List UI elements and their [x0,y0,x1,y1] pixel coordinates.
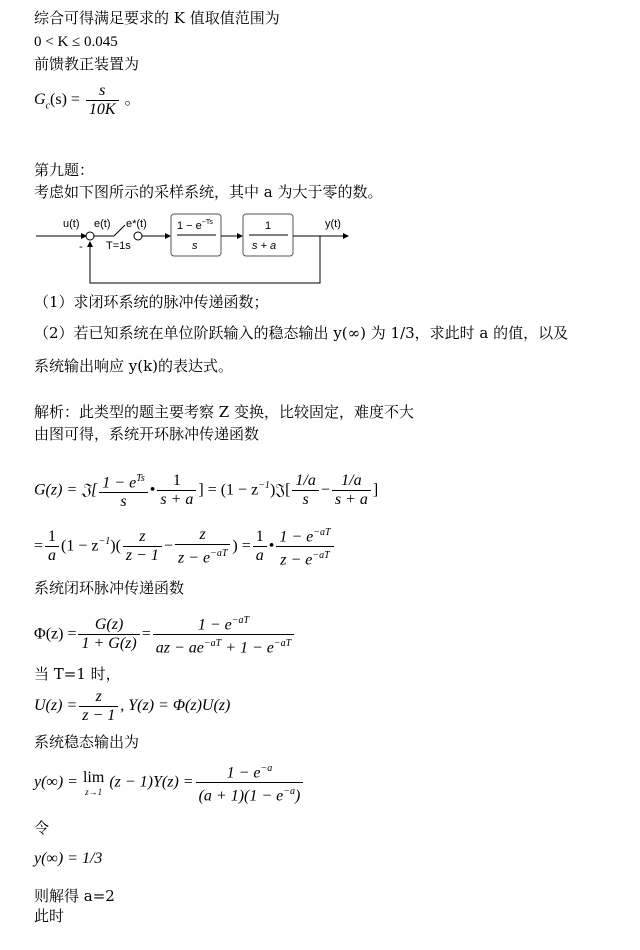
question-1: （1）求闭环系统的脉冲传递函数； [34,293,269,311]
question-2: （2）若已知系统在单位阶跃输入的稳态输出 y(∞) 为 1/3，求此时 a 的值，以及 [34,324,569,342]
text-line: 考虑如下图所示的采样系统，其中 a 为大于零的数。 [34,183,383,201]
summing-junction [86,232,94,240]
text-line: 则解得 a=2 [34,887,115,905]
plant-num: 1 [265,220,272,232]
sampler-switch [114,225,125,236]
minus-sign: - [79,241,83,253]
input-formula: U(z) = $\frac{z}{z - 1}$ , Y(z) = Φ(z)U(z) [34,688,231,724]
text-line: 系统稳态输出为 [34,733,140,751]
y-label: y(t) [325,218,341,230]
plant-den: s + a [252,240,277,252]
text-line: 令 [34,819,50,837]
text-line: 前馈教正装置为 [34,55,140,73]
text-line: 当 T=1 时， [34,665,121,683]
section-title: 第九题： [34,161,95,179]
text-line: 由图可得，系统开环脉冲传递函数 [34,425,260,443]
k-range: 0 < K ≤ 0.045 [34,34,118,50]
condition-formula: y(∞) = 1/3 [34,850,103,867]
text-line: 综合可得满足要求的 K 值取值范围为 [34,9,280,27]
question-2-cont: 系统输出响应 y(k)的表达式。 [34,357,234,375]
estar-label: e*(t) [126,218,147,230]
t-label: T=1s [106,240,131,252]
sample-node [134,232,142,240]
text-line: 系统闭环脉冲传递函数 [34,579,185,597]
steady-state-formula: y(∞) = lim z→1 (z − 1)Y(z) = $\frac{1 - e^{-a}}{(a + 1)(1 - e^{-a})}$ [34,760,305,806]
u-label: u(t) [63,218,80,230]
zoh-num: $1 - e^{-Ts}$ [177,219,213,232]
block-diagram [30,205,360,290]
closed-loop-formula: Φ(z) = $\frac{G(z)}{1 + G(z)}$ = $\frac{1 - e^{-aT}}{az - ae^{-aT} + 1 - e^{-aT}}$ [34,612,296,658]
open-loop-formula-2: = $\frac{1}{a}$ $(1 - z^{-1})$( $\frac{z}{z - 1}$ − $\frac{z}{z - e^{-aT}}$ ) = $\frac{1}{a}$ • $\frac{1 - e^{-aT}}{z - e^{-aT}}$ [34,524,336,570]
e-label: e(t) [94,218,111,230]
zoh-den: s [192,240,198,252]
analysis-intro: 解析：此类型的题主要考察 Z 变换，比较固定，难度不大 [34,403,414,421]
text-line: 此时 [34,907,65,925]
feedforward-formula: $G_c(s)$ = $\frac{s}{10K}$ 。 [34,82,141,118]
open-loop-formula-1: G(z) = 𝔍[ $\frac{1 - e^{Ts}}{s}$ • $\frac{1}{s + a}$ ] = $(1 - z^{-1})𝔍$[ $\frac{1/a}{s}$ − $\frac{1/a}{s + a}$ ] [34,470,378,511]
